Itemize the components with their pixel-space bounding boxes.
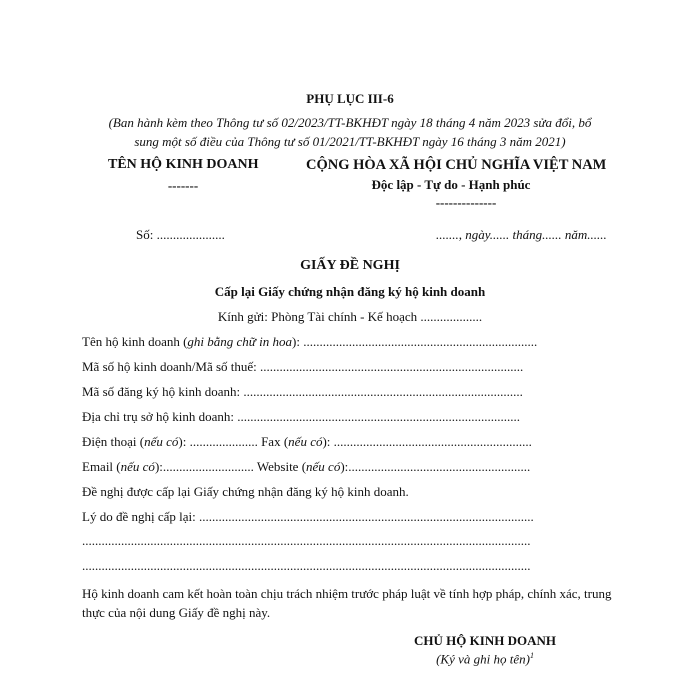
field-note: nếu có [120, 459, 155, 474]
commitment-paragraph: Hộ kinh doanh cam kết hoàn toàn chịu trách nhiệm trước pháp luật về tính hợp pháp, chính xác, trung thực của nội dung Giấy đề nghị này. [82, 586, 612, 620]
footnote-mark: 1 [529, 651, 534, 660]
request-statement: Đề nghị được cấp lại Giấy chứng nhận đăng ký hộ kinh doanh. [82, 484, 409, 499]
field-label: Tên hộ kinh doanh ( [82, 334, 188, 349]
field-label: ):............................ Website ( [154, 459, 307, 474]
document-title: GIẤY ĐỀ NGHỊ [300, 258, 400, 273]
field-label: Điện thoại ( [82, 434, 145, 449]
issued-note-line1: (Ban hành kèm theo Thông tư số 02/2023/TT-BKHĐT ngày 18 tháng 4 năm 2023 sửa đổi, bổ [108, 115, 592, 130]
document-subtitle: Cấp lại Giấy chứng nhận đăng ký hộ kinh doanh [214, 284, 486, 299]
field-blank: ):........................................................ [340, 459, 531, 474]
date-line: ......., ngày...... tháng...... năm...... [436, 227, 607, 242]
reason-blank-line-1: .......................................................................................................................................... [82, 534, 531, 547]
motto: Độc lập - Tự do - Hạnh phúc [371, 177, 531, 192]
business-name-heading: TÊN HỘ KINH DOANH [108, 157, 259, 172]
nation-heading: CỘNG HÒA XÃ HỘI CHỦ NGHĨA VIỆT NAM [306, 157, 607, 173]
field-phone-fax [82, 435, 532, 448]
right-separator: -------------- [435, 195, 497, 210]
appendix-title: PHỤ LỤC III-6 [306, 91, 394, 106]
issued-note-line2: sung một số điều của Thông tư số 01/2021/TT-BKHĐT ngày 16 tháng 3 năm 2021) [134, 134, 566, 149]
field-note: ghi bằng chữ in hoa [187, 334, 293, 349]
signature-title: CHỦ HỘ KINH DOANH [414, 633, 556, 648]
recipient-line: Kính gửi: Phòng Tài chính - Kế hoạch ................... [217, 309, 483, 324]
field-tax-code: Mã số hộ kinh doanh/Mã số thuế: ................................................................................. [82, 359, 524, 374]
field-label: Email ( [82, 459, 121, 474]
field-blank: ): ........................................................................ [292, 334, 538, 349]
reason-blank-line-2: .......................................................................................................................................... [82, 559, 531, 572]
field-business-name [82, 335, 537, 348]
field-registration-code: Mã số đăng ký hộ kinh doanh: ...................................................................................... [82, 384, 523, 399]
left-separator: ------- [167, 178, 199, 193]
field-blank: ): ............................................................. [322, 434, 532, 449]
field-email-website [82, 460, 530, 473]
field-address: Địa chỉ trụ sở hộ kinh doanh: ....................................................................................... [82, 409, 521, 424]
field-label: ): ..................... Fax ( [178, 434, 289, 449]
field-note: nếu có [288, 434, 323, 449]
field-reason: Lý do đề nghị cấp lại: ....................................................................................................... [82, 509, 534, 524]
field-note: nếu có [144, 434, 179, 449]
document-number: Số: ..................... [136, 227, 225, 242]
signature-note-text: (Ký và ghi họ tên) [436, 651, 530, 667]
signature-note [410, 652, 560, 665]
field-note: nếu có [306, 459, 341, 474]
